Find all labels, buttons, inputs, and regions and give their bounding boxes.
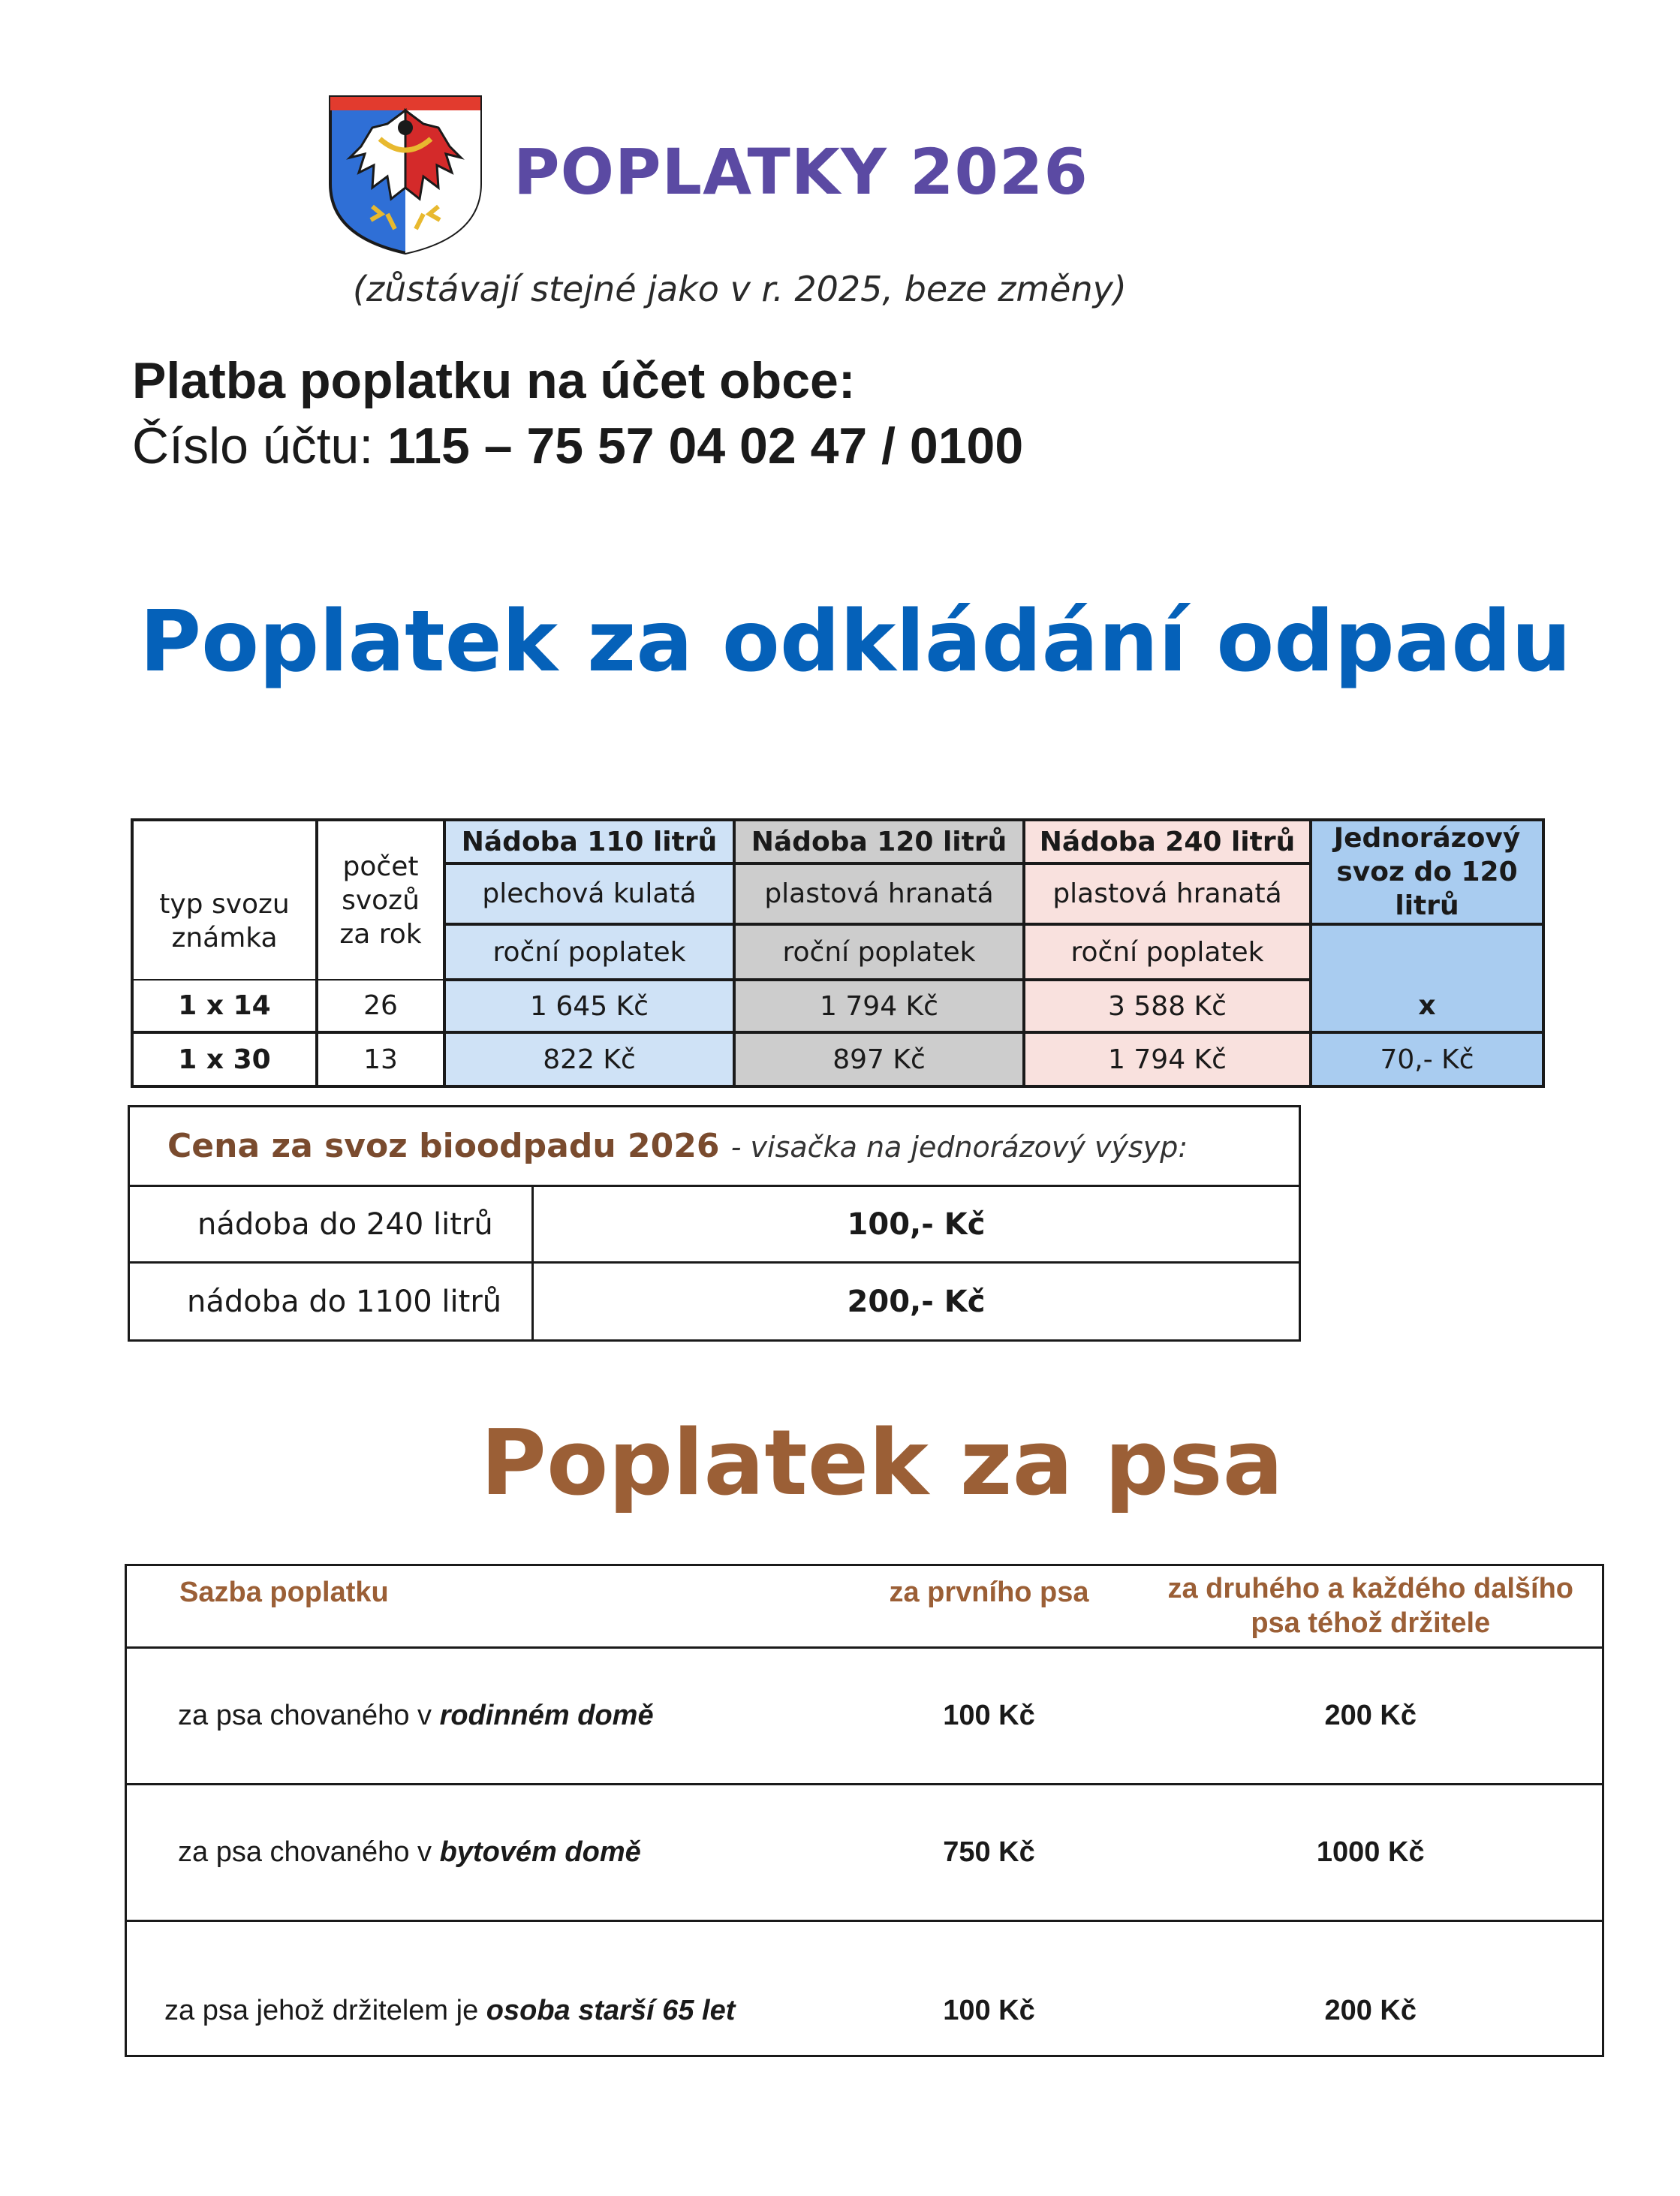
subtitle: (zůstávají stejné jako v r. 2025, beze změny) — [353, 269, 1127, 309]
table-row-type: 1 x 14 — [132, 980, 317, 1032]
dog-fee-table — [125, 1564, 1604, 2057]
table-cell: 1 794 Kč — [1024, 1032, 1311, 1086]
dog-row-first: 100 Kč — [839, 1648, 1140, 1785]
bio-heading: Cena za svoz bioodpadu 2026 - visačka na jednorázový výsyp: — [129, 1107, 1300, 1186]
bio-row-price: 200,- Kč — [533, 1263, 1300, 1341]
table-corner — [132, 820, 317, 863]
next-dog-header: za druhého a každého dalšího psa téhož držitele — [1140, 1565, 1603, 1648]
table-row-count: 13 — [317, 1032, 444, 1086]
table-row-type: 1 x 30 — [132, 1032, 317, 1086]
table-cell: x — [1311, 980, 1543, 1032]
bin-110-material: plechová kulatá — [444, 863, 734, 924]
first-dog-header: za prvního psa — [839, 1565, 1140, 1648]
waste-fee-title: Poplatek za odkládání odpadu — [140, 593, 1572, 691]
dog-row-next: 200 Kč — [1140, 1648, 1603, 1785]
account-line — [132, 417, 1023, 475]
payment-heading: Platba poplatku na účet obce: — [132, 352, 856, 409]
bin-240-material: plastová hranatá — [1024, 863, 1311, 924]
dog-row-label: za psa chovaného v rodinném domě — [126, 1648, 839, 1785]
dog-row-label: za psa jehož držitelem je osoba starší 65 let — [126, 1921, 839, 2056]
type-header: typ svozu známka — [132, 863, 317, 980]
bin-240-fee-label: roční poplatek — [1024, 924, 1311, 980]
bin-120-fee-label: roční poplatek — [734, 924, 1024, 980]
bio-row-label: nádoba do 240 litrů — [129, 1186, 533, 1263]
dog-fee-title: Poplatek za psa — [480, 1411, 1284, 1516]
bin-120-name: Nádoba 120 litrů — [734, 820, 1024, 863]
single-pickup-empty — [1311, 924, 1543, 980]
bio-row-label: nádoba do 1100 litrů — [129, 1263, 533, 1341]
account-label: Číslo účtu: — [132, 417, 374, 474]
dog-row-first: 750 Kč — [839, 1785, 1140, 1921]
coat-of-arms-icon — [327, 94, 483, 255]
table-cell: 822 Kč — [444, 1032, 734, 1086]
bin-110-name: Nádoba 110 litrů — [444, 820, 734, 863]
table-cell: 1 794 Kč — [734, 980, 1024, 1032]
page-title: POPLATKY 2026 — [513, 135, 1088, 209]
table-cell: 3 588 Kč — [1024, 980, 1311, 1032]
bio-row-price: 100,- Kč — [533, 1186, 1300, 1263]
dog-row-first: 100 Kč — [839, 1921, 1140, 2056]
waste-fee-table — [131, 818, 1545, 1088]
bio-waste-table — [128, 1105, 1301, 1342]
dog-row-label: za psa chovaného v bytovém domě — [126, 1785, 839, 1921]
account-number: 115 – 75 57 04 02 47 / 0100 — [387, 417, 1024, 474]
dog-row-next: 1000 Kč — [1140, 1785, 1603, 1921]
count-header: počet svozů za rok — [317, 820, 444, 980]
dog-row-next: 200 Kč — [1140, 1921, 1603, 2056]
table-cell: 70,- Kč — [1311, 1032, 1543, 1086]
table-cell: 1 645 Kč — [444, 980, 734, 1032]
bin-110-fee-label: roční poplatek — [444, 924, 734, 980]
table-row-count: 26 — [317, 980, 444, 1032]
rate-header: Sazba poplatku — [126, 1565, 839, 1648]
single-pickup-header: Jednorázový svoz do 120 litrů — [1311, 820, 1543, 924]
table-cell: 897 Kč — [734, 1032, 1024, 1086]
bin-120-material: plastová hranatá — [734, 863, 1024, 924]
bin-240-name: Nádoba 240 litrů — [1024, 820, 1311, 863]
